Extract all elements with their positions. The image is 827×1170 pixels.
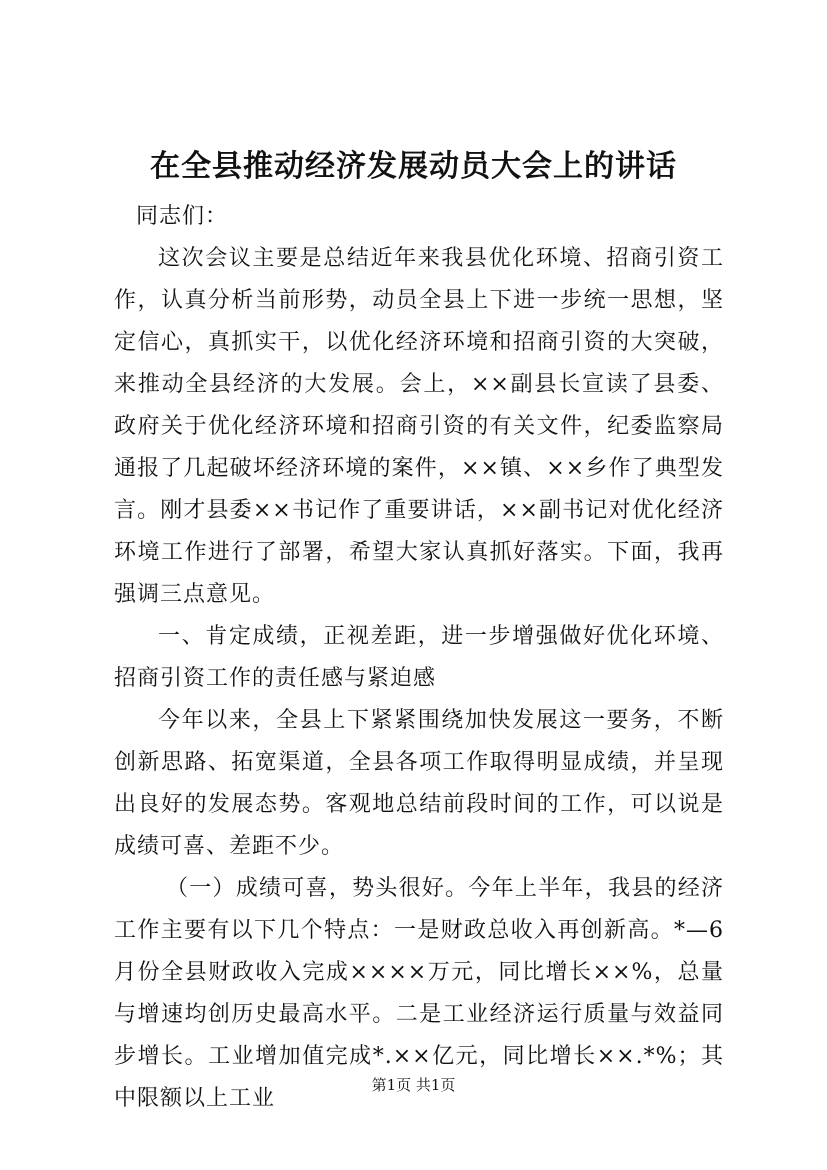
salutation-paragraph: 同志们：: [136, 204, 229, 229]
subsection-paragraph: （一）成绩可喜，势头很好。今年上半年，我县的经济工作主要有以下几个特点：一是财政总收入再创新高。*—6月份全县财政收入完成××××万元，同比增长××%，总量与增速均创历史最高水平。二是工业经济运行质量与效益同步增长。工业增加值完成*.××亿元，同比增长××.*%；其中限额以上工业: [114, 876, 724, 1111]
page-footer: 第1页 共1页: [371, 1076, 456, 1094]
body-paragraph: 今年以来，全县上下紧紧围绕加快发展这一要务，不断创新思路、拓宽渠道，全县各项工作取得明显成绩，并呈现出良好的发展态势。客观地总结前段时间的工作，可以说是成绩可喜、差距不少。: [114, 708, 724, 859]
document-body: [114, 196, 724, 1120]
section-heading-paragraph: 一、肯定成绩，正视差距，进一步增强做好优化环境、招商引资工作的责任感与紧迫感: [114, 624, 724, 691]
document-title: 在全县推动经济发展动员大会上的讲话: [150, 149, 677, 184]
intro-paragraph: 这次会议主要是总结近年来我县优化环境、招商引资工作，认真分析当前形势，动员全县上下进一步统一思想，坚定信心，真抓实干，以优化经济环境和招商引资的大突破，来推动全县经济的大发展。会上，××副县长宣读了县委、政府关于优化经济环境和招商引资的有关文件，纪委监察局通报了几起破坏经济环境的案件，××镇、××乡作了典型发言。刚才县委××书记作了重要讲话，××副书记对优化经济环境工作进行了部署，希望大家认真抓好落实。下面，我再强调三点意见。: [114, 246, 724, 607]
